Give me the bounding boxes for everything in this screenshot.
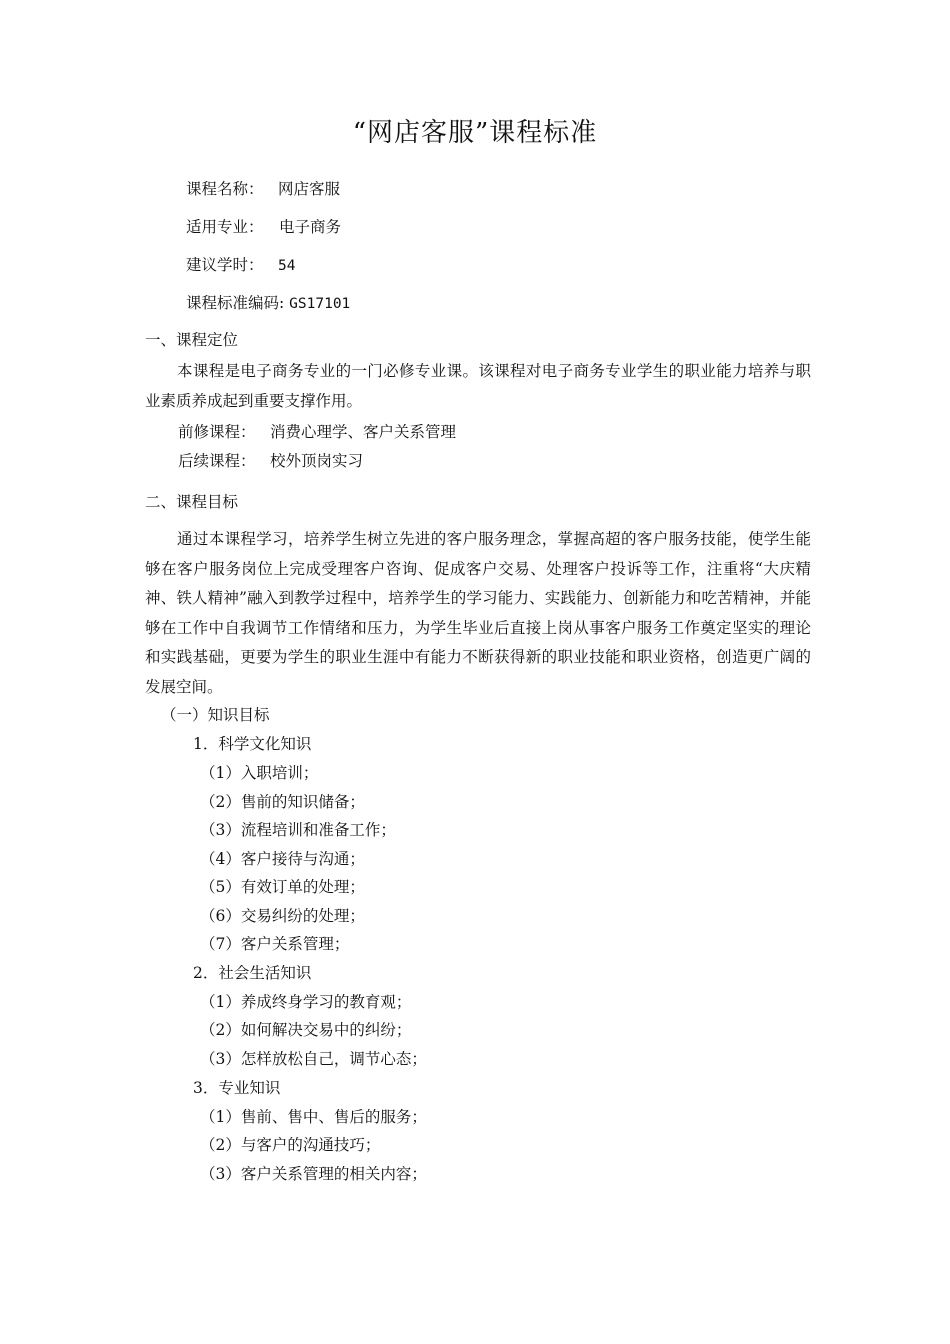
list-item: （3）流程培训和准备工作； <box>200 821 396 839</box>
list-item: （7）客户关系管理； <box>200 935 350 953</box>
section-heading-objectives: 二、课程目标 <box>145 493 239 511</box>
meta-label: 课程标准编码: <box>186 294 285 312</box>
list-item: （2）售前的知识储备； <box>200 793 365 811</box>
meta-value: GS17101 <box>289 296 351 312</box>
meta-value: 电子商务 <box>279 218 342 236</box>
list-item: （6）交易纠纷的处理； <box>200 907 365 925</box>
list-item: （2）与客户的沟通技巧； <box>200 1136 381 1154</box>
meta-course-name <box>186 177 340 199</box>
list-item: （4）客户接待与沟通； <box>200 850 365 868</box>
group-title: 1．科学文化知识 <box>193 735 312 753</box>
group-title: 3．专业知识 <box>193 1079 281 1097</box>
meta-value: 网店客服 <box>278 180 341 198</box>
meta-label: 适用专业： <box>186 218 264 236</box>
objectives-paragraph: 通过本课程学习，培养学生树立先进的客户服务理念，掌握高超的客户服务技能，使学生能够在客户服务岗位上完成受理客户咨询、促成客户交易、处理客户投诉等工作，注重将“大庆精神、铁人精神”融入到教学过程中，培养学生的学习能力、实践能力、创新能力和吃苦精神，并能够在工作中自我调节工作情绪和压力，为学生毕业后直接上岗从事客户服务工作奠定坚实的理论和实践基础，更要为学生的职业生涯中有能力不断获得新的职业技能和职业资格，创造更广阔的发展空间。 <box>145 530 811 696</box>
list-item: （3）怎样放松自己，调节心态； <box>200 1050 427 1068</box>
list-item: （3）客户关系管理的相关内容； <box>200 1165 427 1183</box>
prereq-value: 消费心理学、客户关系管理 <box>270 423 457 441</box>
list-item: （2）如何解决交易中的纠纷； <box>200 1021 412 1039</box>
group-title: 2．社会生活知识 <box>193 964 312 982</box>
document-title: “网店客服”课程标准 <box>352 118 598 148</box>
meta-label: 建议学时： <box>186 256 264 274</box>
meta-hours <box>186 253 295 275</box>
meta-value: 54 <box>278 258 296 274</box>
followup-courses <box>178 449 363 471</box>
section-heading-positioning: 一、课程定位 <box>145 331 239 349</box>
knowledge-objectives-heading: （一）知识目标 <box>161 706 270 724</box>
positioning-paragraph: 本课程是电子商务专业的一门必修专业课。该课程对电子商务专业学生的职业能力培养与职业素质养成起到重要支撑作用。 <box>145 362 811 410</box>
list-item: （1）养成终身学习的教育观； <box>200 993 412 1011</box>
meta-label: 课程名称： <box>186 180 264 198</box>
meta-code <box>186 291 350 313</box>
list-item: （5）有效订单的处理； <box>200 878 365 896</box>
prerequisite-courses <box>178 420 456 442</box>
followup-label: 后续课程： <box>178 452 256 470</box>
meta-major <box>186 215 341 237</box>
list-item: （1）售前、售中、售后的服务； <box>200 1108 427 1126</box>
prereq-label: 前修课程： <box>178 423 256 441</box>
followup-value: 校外顶岗实习 <box>270 452 364 470</box>
list-item: （1）入职培训； <box>200 764 319 782</box>
